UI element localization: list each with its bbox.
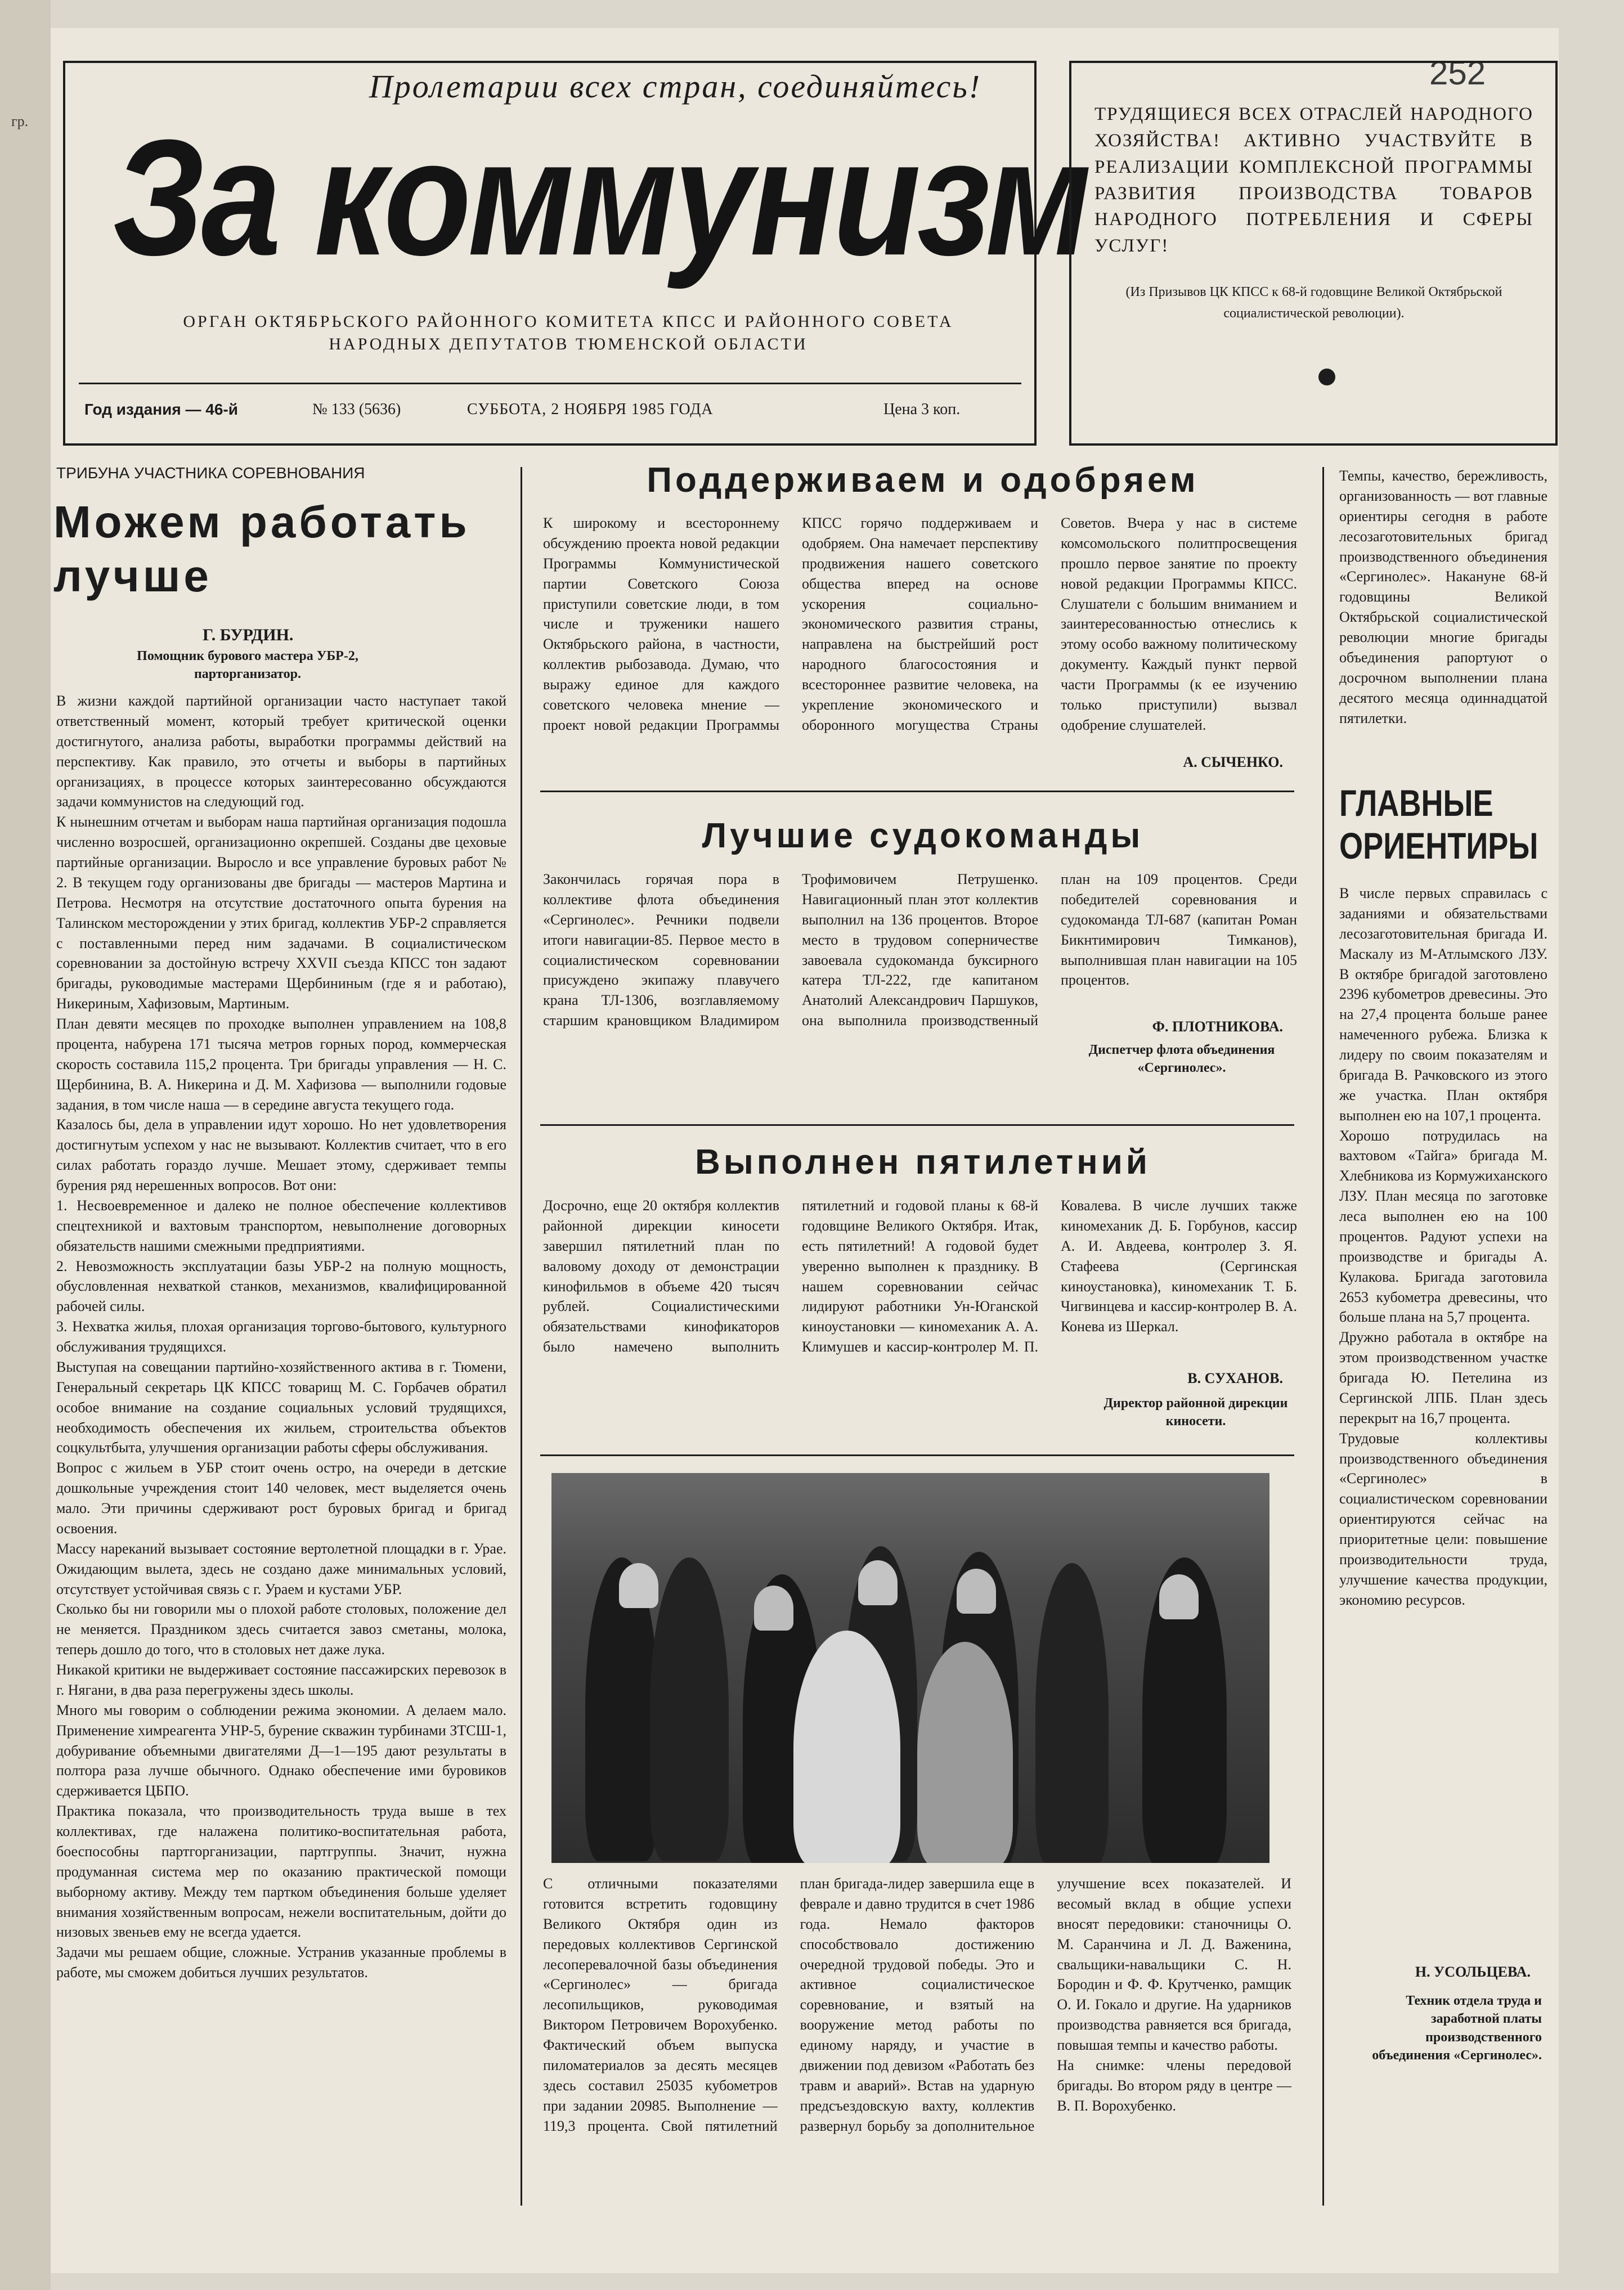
article4-author: В. СУХАНОВ. — [1187, 1370, 1283, 1386]
photo-article-body — [543, 1874, 1291, 2136]
article3-author: Ф. ПЛОТНИКОВА. — [1152, 1018, 1283, 1035]
article1-paragraph: 1. Несвоевременное и далеко не полное обеспечение коллективов спецтехникой и вахтовым транспортом, невыполнение договорных обязательств нашими смежными предприятиями. — [56, 1197, 506, 1254]
article2-body: К широкому и всестороннему обсуждению проекта новой редакции Программы Коммунистической партии Советского Союза приступили советские люди, в том числе и труженики нашего Октябрьского района, в частности, коллектив рыбозавода. Думаю, что выражу единое для каждого советского человека мнение — проект новой редакции Программы КПСС горячо поддерживаем и одобряем. Она намечает перспективу продвижения нашего советского общества вперед на основе ускорения социально-экономического развития страны, направлена на быстрейший рост народного благосостояния и всестороннее развитие человека, на укрепление экономического и оборонного могущества Страны Советов. Вчера у нас в системе комсомольского политпросвещения прошло первое занятие по проекту новой редакции Программы КПСС. Слушатели с большим вниманием и заинтересованностью отнеслись к этому особо важному политическому документу. Каждый пункт первой части Программы (к ее изучению только приступили) вызвал одобрение слушателей. — [543, 515, 1297, 733]
section-rule — [540, 1454, 1294, 1456]
article5-author: Н. УСОЛЬЦЕВА. — [1415, 1964, 1531, 1980]
article1-paragraph: Казалось бы, дела в управлении идут хорошо. Но нет удовлетворения достигнутым успехом у нас не вызывают. Коллектив считает, что в его силах работать гораздо лучше. Мешает этому, сдерживает темпы бурения ряд нерешенных вопросов. Вот они: — [56, 1116, 506, 1193]
article5-paragraph: Трудовые коллективы производственного объединения «Сергинолес» в социалистическом соревновании ориентируются сейчас на приоритетные цели: повышение производительности труда, улучшение качества продукции, экономию ресурсов. — [1339, 1430, 1547, 1608]
article5-paragraph: В числе первых справилась с заданиями и обязательствами лесозаготовительная бригада И. Маскалу из М-Атлымского ЛЗУ. В октябре бригадой заготовлено 2396 кубометров древесины. Это на 27,4 процента больше ранее намеченного рубежа. Близка к лидеру по своим показателям и бригада В. Рачковского из этого же участка. План октября выполнен ею на 107,1 процента. — [1339, 885, 1547, 1124]
article1-paragraph: К нынешним отчетам и выборам наша партийная организация подошла численно возросшей, организационно окрепшей. Созданы две цеховые партийные организации. Выросло и все управление буровых работ № 2. В текущем году организованы две бригады — мастеров Мартина и Петрова. Несмотря на отсутствие достаточного опыта бурения на Талинском месторождении у этих бригад, коллектив УБР-2 справляется с поставленными перед ним задачами. В социалистическом соревновании за достойную встречу XXVII съезда КПСС тон задают бригады, руководимые мастерами Щербининым (где я и работаю), Никериным, Хафизовым, Мартиным. — [56, 814, 506, 1012]
appeal-source: (Из Призывов ЦК КПСС к 68-й годовщине Великой Октябрьской социалистической революции). — [1125, 285, 1502, 321]
brigade-photo — [551, 1473, 1269, 1863]
photo-article-text: С отличными показателями готовится встретить годовщину Великого Октября один из передовых коллективов Сергинской лесоперевалочной базы объединения «Сергинолес» — бригада лесопильщиков, руководимая Виктором Петровичем Ворохубенко. Фактический объем выпуска пиломатериалов за десять месяцев здесь составил 25035 кубометров при задании 20985. Выполнение — 119,3 процента. Свой пятилетний план бригада-лидер завершила еще в феврале и давно трудится в счет 1986 года. Немало факторов способствовало достижению очередной трудовой победы. Это и активное социалистическое соревнование, и взятый на вооружение метод работы по единому наряду, и участие в движении под девизом «Работать без травм и аварий». Встав на ударную предсъездовскую вахту, коллектив развернул борьбу за дополнительное улучшение всех показателей. И весомый вклад в общие успехи вносят передовики: станочницы О. М. Саранчина и Л. Д. Важенина, свальщики-навальщики С. Н. Бородин и Ф. Ф. Крутченко, рамщик О. И. Гокало и другие. На ударников производства равняется вся бригада, повышая темпы и качество работы. — [543, 1875, 1291, 2134]
article2-title: Поддерживаем и одобряем — [647, 461, 1199, 500]
column-rule — [521, 467, 522, 2206]
slogan: Пролетарии всех стран, соединяйтесь! — [369, 68, 982, 105]
article4-body: Досрочно, еще 20 октября коллектив районной дирекции киносети завершил пятилетний план по валовому доходу от демонстрации кинофильмов в объеме 420 тысяч рублей. Социалистическими обязательствами кинофикаторов было намечено выполнить пятилетний и годовой планы к 68-й годовщине Великого Октября. Итак, есть пятилетний! А годовой будет уверенно выполнен к празднику. В нашем соревновании сейчас лидируют работники Ун-Юганской киноустановки — киномеханик А. А. Климушев и кассир-контролер М. П. Ковалева. В числе лучших также киномеханик Д. Б. Горбунов, кассир А. И. Авдеева, контролер З. Я. Стафеева (Сергинская киноустановка), киномеханик Т. Б. Чигвинцева и кассир-контролер В. А. Конева из Шеркал. — [543, 1197, 1297, 1355]
price: Цена 3 коп. — [883, 401, 961, 418]
newspaper-title: За коммунизм — [113, 105, 1088, 290]
photo-caption: На снимке: члены передовой бригады. Во втором ряду в центре — В. П. Ворохубенко. — [1057, 2056, 1291, 2114]
article5-paragraph: Дружно работала в октябре на этом производственном участке бригада Ю. Петелина из Сергинской ЛПБ. План здесь перекрыт на 16,7 процента. — [1339, 1329, 1547, 1426]
article5-paragraph: Хорошо потрудилась на вахтовом «Тайга» бригада М. Хлебникова из Кормужиханского ЛЗУ. План месяца по заготовке леса выполнен ею на 100 процентов. Радуют успехи на производстве и бригады А. Кулакова. Бригада заготовила 2653 кубометра древесины, что больше плана на 5,7 процента. — [1339, 1127, 1547, 1326]
article2-author: А. СЫЧЕНКО. — [1183, 754, 1283, 770]
article1-paragraph: Вопрос с жильем в УБР стоит очень остро, на очереди в детские дошкольные учреждения стоит 140 человек, мест выделяется очень мало. Эти причины сдерживают рост буровых бригад и бригад освоения. — [56, 1460, 506, 1537]
organ-line-1: ОРГАН ОКТЯБРЬСКОГО РАЙОННОГО КОМИТЕТА КПСС И РАЙОННОГО СОВЕТА — [183, 312, 954, 331]
section-rule — [540, 791, 1294, 792]
article5-title: ГЛАВНЫЕ ОРИЕНТИРЫ — [1339, 782, 1538, 866]
article1-paragraph: 2. Невозможность эксплуатации базы УБР-2 на полную мощность, обусловленная нехваткой станков, механизмов, квалифицированной рабочей силы. — [56, 1258, 506, 1315]
article1-rubric: ТРИБУНА УЧАСТНИКА СОРЕВНОВАНИЯ — [56, 464, 365, 482]
article1-paragraph: Никакой критики не выдерживает состояние пассажирских перевозок в г. Нягани, в два раза перегружены здесь школы. — [56, 1662, 506, 1698]
article1-paragraph: Задачи мы решаем общие, сложные. Устранив указанные проблемы в работе, мы сможем добиться лучших результатов. — [56, 1944, 506, 1981]
article5-author-title: Техник отдела труда и заработной платы производственного объединения «Сергинолес». — [1372, 1993, 1542, 2063]
article3-title: Лучшие судокоманды — [702, 816, 1144, 855]
column-rule — [1322, 467, 1324, 2206]
section-rule — [540, 1124, 1294, 1126]
article1-paragraph: Много мы говорим о соблюдении режима экономии. А делаем мало. Применение химреагента УНР-5, бурение скважин турбинами ЗТСШ-1, добуривание объемными двигателями Д—1—195 дают результаты в полтора раза лучше обычного. Однако обеспечение ими буровиков сдерживается ЦБПО. — [56, 1701, 506, 1799]
issue-number: № 133 (5636) — [312, 401, 401, 418]
article1-author-title: Помощник бурового мастера УБР-2, парторганизатор. — [137, 649, 358, 682]
masthead-rule — [79, 383, 1021, 384]
article5-intro: Темпы, качество, бережливость, организованность — вот главные ориентиры сегодня в работе лесозаготовительных бригад производственного объединения «Сергинолес». Накануне 68-й годовщины Великой Октябрьской социалистической революции многие бригады объединения рапортуют о досрочном выполнении плана десятого месяца одиннадцатой пятилетки. — [1339, 468, 1547, 726]
spine-fragment: гр. — [11, 113, 29, 129]
organ-line-2: НАРОДНЫХ ДЕПУТАТОВ ТЮМЕНСКОЙ ОБЛАСТИ — [329, 335, 808, 353]
article1-paragraph: Практика показала, что производительность труда выше в тех коллективах, где налажена политико-воспитательная работа, боеспособны партгорганизации, партгруппы. Значит, нужна продуманная система мер по оказанию практической помощи выборному активу. Между тем партком объединения больше уделяет внимания хозяйственным вопросам, нежели воспитательным, дойти до низовых звеньев ему не всегда удается. — [56, 1803, 506, 1941]
article4-title: Выполнен пятилетний — [695, 1143, 1151, 1182]
appeal-text: ТРУДЯЩИЕСЯ ВСЕХ ОТРАСЛЕЙ НАРОДНОГО ХОЗЯЙСТВА! АКТИВНО УЧАСТВУЙТЕ В РЕАЛИЗАЦИИ КОМПЛЕКСНОЙ ПРОГРАММЫ РАЗВИТИЯ ПРОИЗВОДСТВА ТОВАРОВ НАРОДНОГО ПОТРЕБЛЕНИЯ И СФЕРЫ УСЛУГ! — [1094, 104, 1533, 257]
article4-author-title: Директор районной дирекции киносети. — [1103, 1396, 1288, 1429]
bullet-dot — [1318, 369, 1335, 385]
article3-author-title: Диспетчер флота объединения «Сергинолес». — [1088, 1043, 1275, 1076]
page-number: 252 — [1429, 54, 1486, 92]
issue-date: СУББОТА, 2 НОЯБРЯ 1985 ГОДА — [467, 401, 714, 418]
article1-paragraph: В жизни каждой партийной организации часто наступает такой ответственный момент, который требует критической оценки достигнутого, анализа работы, выработки программы действий на перспективу. Как правило, это отчеты и выборы в партийных организациях, в процессе которых заинтересованно обсуждаются задачи коммунистов на следующий год. — [56, 693, 506, 810]
article1-paragraph: Массу нареканий вызывает состояние вертолетной площадки в г. Урае. Ожидающим вылета, здесь не создано даже минимальных условий, отсутствует устойчивая связь с г. Ураем и кустами УБР. — [56, 1540, 506, 1597]
article1-paragraph: 3. Нехватка жилья, плохая организация торгово-бытового, культурного обслуживания трудящихся. — [56, 1318, 506, 1355]
article1-paragraph: Выступая на совещании партийно-хозяйственного актива в г. Тюмени, Генеральный секретарь ЦК КПСС товарищ М. С. Горбачев обратил особое внимание на создание социальных условий трудящихся, необходимость обеспечения их жильем, строительства объектов соцкультбыта, улучшения организации работы сферы обслуживания. — [56, 1358, 506, 1456]
article1-paragraph: Сколько бы ни говорили мы о плохой работе столовых, положение дел не меняется. Праздником здесь считается завоз сметаны, молока, теперь дошло до того, что в столовых нет даже лука. — [56, 1601, 506, 1658]
article1-paragraph: План девяти месяцев по проходке выполнен управлением на 108,8 процента, набурена 171 тысяча метров горных пород, коммерческая скорость составила 115,2 процента. Три бригады управления — Н. С. Щербинина, В. А. Никерина и Д. М. Хафизова — выполнили годовые задания, в том числе наша — в середине августа текущего года. — [56, 1016, 506, 1113]
article1-author: Г. БУРДИН. — [203, 626, 294, 644]
binding-edge — [0, 0, 51, 2290]
publication-year: Год издания — 46-й — [84, 401, 238, 418]
article1-body — [56, 691, 506, 1983]
article5-body — [1339, 883, 1547, 1610]
article3-body: Закончилась горячая пора в коллективе флота объединения «Сергинолес». Речники подвели итоги навигации-85. Первое место в социалистическом соревновании присуждено экипажу плавучего крана ТЛ-1306, возглавляемому старшим крановщиком Владимиром Трофимовичем Петрушенко. Навигационный план этот коллектив выполнил на 136 процентов. Второе место в трудовом соперничестве завоевала судокоманда буксирного катера ТЛ-222, где капитаном Анатолий Александрович Паршуков, она выполнила производственный план на 109 процентов. Среди победителей соревнования и судокоманда ТЛ-687 (капитан Роман Бикнтимирович Тимканов), выполнившая план навигации на 105 процентов. — [543, 871, 1297, 1029]
article1-title: Можем работать лучше — [53, 497, 470, 601]
